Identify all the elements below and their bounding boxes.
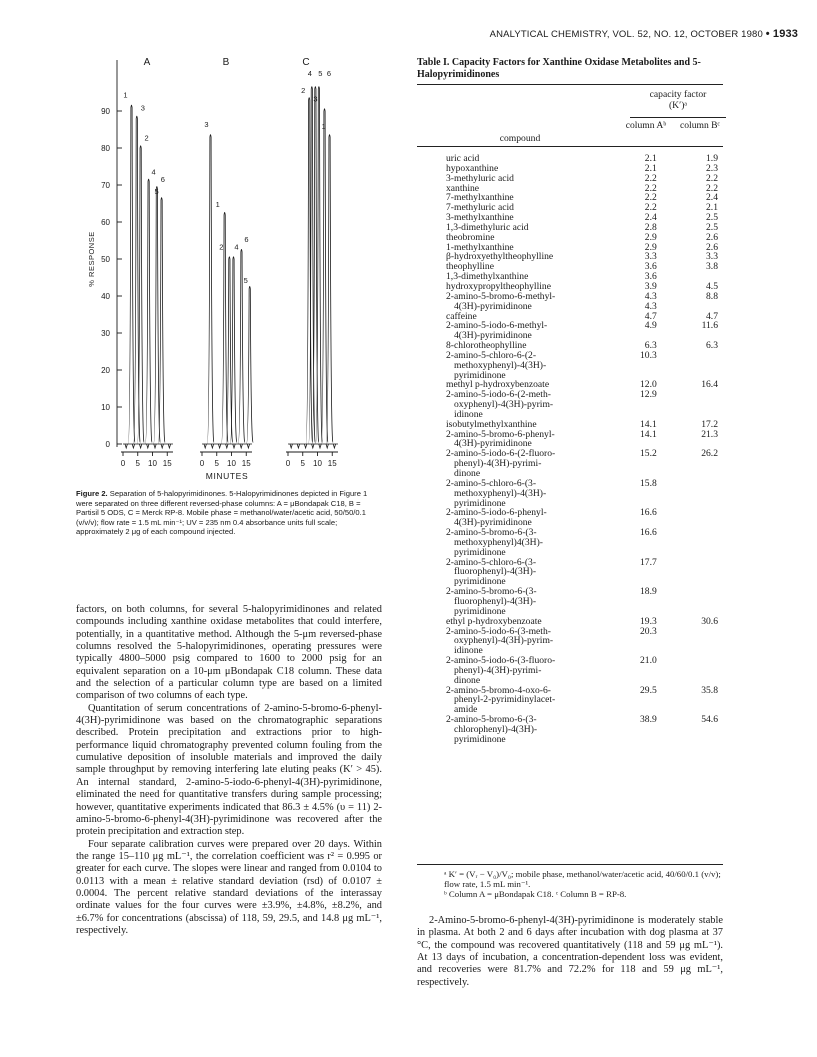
compound-line: fluorophenyl)-4(3H)- [454, 595, 537, 607]
column-b-value [675, 656, 724, 686]
y-tick-label: 30 [101, 329, 110, 338]
column-a-value: 21.0 [640, 655, 657, 667]
baseline-dip [168, 444, 170, 448]
compound-name [446, 686, 604, 716]
peak-label: 4 [151, 167, 156, 177]
compound-line: fluorophenyl)-4(3H)- [454, 566, 537, 578]
baseline-dip [161, 444, 163, 448]
column-a-value: 3.3 [644, 251, 657, 263]
column-a-value: 2.8 [644, 221, 657, 233]
compound-line: chlorophenyl)-4(3H)- [454, 723, 538, 735]
chromatogram-peak [207, 135, 214, 444]
column-a-value: 20.3 [640, 625, 657, 637]
chromatogram-peak [158, 198, 165, 444]
compound-line: phenyl-2-pyrimidinylacet- [454, 694, 556, 706]
x-axis-label: MINUTES [205, 471, 249, 481]
baseline-dip [304, 444, 306, 448]
column-b-value: 21.3 [701, 428, 718, 440]
column-b-value: 2.4 [706, 192, 718, 204]
peak-label: 6 [244, 234, 249, 244]
table-row [446, 558, 724, 588]
compound-line: methoxyphenyl)-4(3H)- [454, 487, 547, 499]
table-title: Table I. Capacity Factors for Xanthine Oxidase Metabolites and 5-Halopyrimidinones [417, 57, 701, 80]
compound-line: 3-methyluric acid [446, 172, 514, 184]
compound-line: 1,3-dimethyluric acid [446, 221, 529, 233]
compound-line: 8-chlorotheophylline [446, 340, 527, 352]
panel-label: B [222, 57, 230, 68]
column-a-value: 14.1 [640, 418, 657, 430]
column-a-value: 19.3 [640, 615, 657, 627]
column-b-value: 35.8 [701, 684, 718, 696]
compound-line: methyl p-hydroxybenzoate [446, 379, 550, 391]
compound-name [446, 627, 604, 657]
column-b-value: 2.6 [706, 231, 718, 243]
y-tick-label: 20 [101, 366, 110, 375]
baseline-dip [297, 444, 299, 448]
footnote-bc: ᵇ Column A = μBondapak C18. ᶜ Column B = RP-8. [444, 889, 627, 899]
y-tick-label: 0 [105, 440, 110, 449]
column-a-value: 2.9 [644, 241, 657, 253]
baseline-dip [147, 444, 149, 448]
peak-label: 1 [123, 90, 128, 100]
column-b-value: 26.2 [701, 448, 718, 460]
compound-name [446, 479, 604, 509]
compound-name [446, 321, 604, 341]
column-b-value: 2.5 [706, 212, 718, 224]
baseline-dip [204, 444, 206, 448]
right-body-text [417, 915, 723, 989]
table-row [446, 686, 724, 716]
chromatogram-peak [306, 98, 313, 444]
column-b-value [675, 479, 724, 509]
baseline-dip [218, 444, 220, 448]
chromatogram-figure [80, 50, 380, 481]
y-axis-label: % RESPONSE [87, 231, 96, 287]
x-tick-label: 15 [162, 459, 172, 468]
peak-label: 1 [321, 122, 326, 132]
baseline-dip [319, 444, 321, 448]
column-a-value: 15.2 [640, 448, 657, 460]
compound-line: dinone [454, 674, 481, 686]
compound-line: 7-methyluric acid [446, 202, 514, 214]
baseline-dip [132, 444, 134, 448]
column-a-value: 15.8 [640, 477, 657, 489]
column-a-value: 2.2 [644, 172, 657, 184]
column-b-value: 2.3 [706, 162, 718, 174]
column-a-value: 14.1 [640, 428, 657, 440]
compound-line: 3-methylxanthine [446, 212, 514, 224]
compound-line: 2-amino-5-bromo-6-(3- [446, 586, 537, 598]
compound-name [446, 351, 604, 381]
chromatogram-peak [145, 179, 152, 444]
compound-line: 2-amino-5-bromo-6-phenyl- [446, 428, 555, 440]
chromatogram-peak [247, 286, 254, 444]
compound-line: idinone [454, 645, 483, 657]
compound-name [446, 656, 604, 686]
table-row [446, 321, 724, 341]
column-b-value: 3.3 [706, 251, 718, 263]
paragraph: Quantitation of serum concentrations of 2-amino-5-bromo-6-phenyl-4(3H)-pyrimidinone was based on the chromatographic separations described. Protein precipitation and extractions prior to high-performance liquid chromatography prevented column fouling from the cumulative deposition of insoluble materials and improved the daily sample throughput by removing interfering late eluting peaks (K′ > 45). An internal standard, 2-amino-5-iodo-6-phenyl-4(3H)-pyrimidinone, eliminated the need for quantitative transfers during sample processing; however, quantitative experiments indicated that 86.3 ± 4.5% (υ = 11) 2-amino-5-bromo-6-phenyl-4(3H)-pyrimidinone was recovered after the protein precipitation and extraction step. [76, 702, 382, 838]
paragraph: 2-Amino-5-bromo-6-phenyl-4(3H)-pyrimidinone is moderately stable in plasma. At both 2 and 6 days after incubation with dog plasma at 37 °C, the compound was recovered quantitatively (118 and 59 μg mL⁻¹). At 13 days of incubation, a concentration-dependent loss was evident, and recoveries were 81.7% and 72.2% for 118 and 59 μg mL⁻¹, respectively. [417, 915, 723, 988]
compound-line: methoxyphenyl)-4(3H)- [454, 359, 547, 371]
panel-label: A [143, 57, 151, 68]
table-row [446, 292, 724, 312]
x-tick-label: 0 [199, 459, 205, 468]
column-a-value: 10.3 [640, 349, 657, 361]
column-b-value [675, 390, 724, 420]
column-b-value [675, 508, 724, 528]
column-a-header: column Aᵇ [625, 120, 667, 131]
x-tick-label: 10 [148, 459, 157, 468]
peak-label: 5 [154, 187, 159, 197]
compound-line: 2-amino-5-iodo-6-(2-meth- [446, 389, 551, 401]
column-a-value: 2.2 [644, 202, 657, 214]
y-tick-label: 50 [101, 255, 110, 264]
table-row [446, 351, 724, 381]
table-row [446, 656, 724, 686]
compound-line: 4(3H)-pyrimidinone [454, 438, 532, 450]
baseline-dip [326, 444, 328, 448]
column-b-value: 4.5 [706, 280, 718, 292]
compound-line: pyrimidinone [454, 369, 506, 381]
bullet: • [765, 28, 770, 40]
baseline-dip [240, 444, 242, 448]
peak-label: 2 [301, 86, 306, 96]
compound-line: 2-amino-5-bromo-6-(3- [446, 527, 537, 539]
compound-name [446, 558, 604, 588]
column-a-value: 12.0 [640, 379, 657, 391]
compound-line: oxyphenyl)-4(3H)-pyrim- [454, 635, 554, 647]
baseline-dip [333, 444, 335, 448]
column-b-value: 2.5 [706, 221, 718, 233]
compound-line: ethyl p-hydroxybenzoate [446, 615, 542, 627]
compound-line: 2-amino-5-chloro-6-(3- [446, 477, 537, 489]
column-a-value: 18.9 [640, 586, 657, 598]
chromatogram-peak [134, 116, 141, 444]
column-b-value: 2.6 [706, 241, 718, 253]
compound-line: 2-amino-5-iodo-6-phenyl- [446, 507, 547, 519]
peak-label: 4 [307, 69, 312, 79]
column-b-value: 2.1 [706, 202, 718, 214]
column-b-value [675, 627, 724, 657]
column-b-value: 2.2 [706, 172, 718, 184]
y-tick-label: 70 [101, 181, 110, 190]
baseline-dip [233, 444, 235, 448]
column-a-value: 29.5 [640, 684, 657, 696]
column-b-value [675, 351, 724, 381]
column-b-value [675, 528, 724, 558]
panel-label: C [302, 57, 310, 68]
column-a-value: 3.6 [644, 271, 657, 283]
column-b-value: 1.9 [706, 153, 718, 164]
baseline-dip [154, 444, 156, 448]
chromatogram-peak [326, 135, 333, 444]
compound-name [446, 508, 604, 528]
compound-line: 4(3H)-pyrimidinone [454, 517, 532, 529]
compound-line: dinone [454, 468, 481, 479]
baseline-dip [247, 444, 249, 448]
column-b-value: 8.8 [706, 290, 718, 302]
peak-label: 2 [219, 242, 224, 252]
column-a-value: 4.9 [644, 320, 657, 332]
column-a-value: 3.9 [644, 280, 657, 292]
compound-line: 4(3H)-pyrimidinone [454, 330, 532, 342]
compound-name [446, 528, 604, 558]
compound-line: 2-amino-5-chloro-6-(2- [446, 349, 537, 361]
column-b-value: 3.8 [706, 261, 718, 273]
compound-line: caffeine [446, 310, 477, 322]
figure-caption-text: Separation of 5-halopyrimidinones. 5-Halopyrimidinones depicted in Figure 1 were separated on three different reversed-phase columns: A = μBondapak C18, B = Partisil 5 ODS, C = Merck RP-8. Mobile phase = methanol/water/acetic acid, 50/50/0.1 (v/v/v); flow rate = 1.5 mL min⁻¹; UV = 235 nm 0.4 absorbance units full scale; approximately 2 μg of each compound injected. [76, 489, 368, 537]
compound-line: 2-amino-5-bromo-6-(3- [446, 714, 537, 726]
baseline-dip [290, 444, 292, 448]
column-a-value: 3.6 [644, 261, 657, 273]
compound-name [446, 430, 604, 450]
x-tick-label: 0 [285, 459, 291, 468]
journal-citation: ANALYTICAL CHEMISTRY, VOL. 52, NO. 12, OCTOBER 1980 [489, 29, 763, 40]
y-tick-label: 80 [101, 144, 110, 153]
y-tick-label: 90 [101, 107, 110, 116]
compound-line: 2-amino-5-iodo-6-methyl- [446, 320, 548, 332]
table-row [446, 390, 724, 420]
table-row [446, 430, 724, 450]
column-a-value: 12.9 [640, 389, 657, 401]
left-body-text [76, 604, 382, 937]
figure-label: Figure 2. [76, 489, 108, 498]
table-row [446, 174, 724, 184]
compound-line: 2-amino-5-bromo-4-oxo-6- [446, 684, 551, 696]
compound-line: xanthine [446, 182, 480, 194]
chromatogram-peak [154, 187, 161, 445]
x-tick-label: 10 [313, 459, 322, 468]
table-rule-span [630, 117, 726, 118]
table-rule-header [417, 146, 723, 147]
baseline-dip [211, 444, 213, 448]
column-a-value: 2.1 [644, 162, 657, 174]
capacity-factor-table [446, 154, 724, 745]
compound-name [446, 715, 604, 745]
y-tick-label: 60 [101, 218, 110, 227]
compound-line: phenyl)-4(3H)-pyrimi- [454, 458, 542, 470]
compound-line: pyrimidinone [454, 733, 506, 745]
compound-line: theobromine [446, 231, 495, 243]
peak-label: 2 [144, 133, 149, 143]
column-a-value: 38.9 [640, 714, 657, 726]
column-a-value: 2.1 [644, 153, 657, 164]
column-a-value: 16.6 [640, 507, 657, 519]
compound-line: hydroxypropyltheophylline [446, 280, 551, 292]
peak-label: 6 [326, 69, 331, 79]
compound-line: oxyphenyl)-4(3H)-pyrim- [454, 399, 554, 411]
compound-name [446, 292, 604, 312]
compound-line: idinone [454, 408, 483, 420]
baseline-dip [226, 444, 228, 448]
chromatogram-peak [137, 146, 144, 444]
page-number: 1933 [772, 28, 798, 40]
x-tick-label: 0 [120, 459, 126, 468]
compound-name [446, 390, 604, 420]
compound-line: hypoxanthine [446, 162, 499, 174]
column-b-value [675, 558, 724, 588]
compound-name [446, 449, 604, 479]
peak-label: 3 [313, 94, 318, 104]
column-b-value [675, 587, 724, 617]
table-row [446, 508, 724, 528]
compound-line: pyrimidinone [454, 576, 506, 588]
capacity-header-text: capacity factor [649, 89, 707, 100]
column-a-value: 2.9 [644, 231, 657, 243]
compound-line: 7-methylxanthine [446, 192, 514, 204]
column-a-value: 4.3 4.3 [644, 290, 657, 312]
peak-label: 5 [318, 69, 323, 79]
column-b-value: 11.6 [701, 320, 718, 332]
peak-label: 3 [204, 120, 209, 130]
y-tick-label: 10 [101, 403, 110, 412]
compound-line: theophylline [446, 261, 494, 273]
column-a-value: 4.7 [644, 310, 657, 322]
compound-line: 1,3-dimethylxanthine [446, 271, 529, 283]
x-tick-label: 5 [214, 459, 219, 468]
compound-name [446, 587, 604, 617]
baseline-dip [139, 444, 141, 448]
table-row [446, 449, 724, 479]
chromatogram-peak [321, 109, 328, 444]
compound-line: 2-amino-5-chloro-6-(3- [446, 556, 537, 568]
compound-header: compound [499, 133, 541, 144]
compound-line: 2-amino-5-iodo-6-(3-meth- [446, 625, 551, 637]
table-row [446, 528, 724, 558]
table-rule-bottom [417, 864, 723, 865]
table-footnotes [444, 869, 729, 899]
peak-label: 6 [160, 175, 165, 184]
column-a-value: 16.6 [640, 527, 657, 539]
compound-line: 2-amino-5-iodo-6-(2-fluoro- [446, 448, 556, 460]
column-a-value: 17.7 [640, 556, 657, 568]
table-row [446, 479, 724, 509]
y-tick-label: 40 [101, 292, 110, 301]
compound-line: 1-methylxanthine [446, 241, 514, 253]
column-a-value: 6.3 [644, 340, 657, 352]
peak-label: 5 [243, 275, 248, 285]
compound-line: pyrimidinone [454, 497, 506, 509]
paragraph: Four separate calibration curves were prepared over 20 days. Within the range 15–110 μg mL⁻¹, the correlation coefficient was r² = 0.995 or greater for each curve. The slopes were linear and ranged from 0.0104 to 0.0113 with a mean ± relative standard deviation (rsd) of 0.0107 ± 0.0004. The percent relative standard deviations of the interassay ordinate values for the four curves were ±3.9%, ±4.8%, ±8.2%, and ±6.7% for concentrations (abscissa) of 118, 59, 29.5, and 14.8 μg mL⁻¹, respectively. [76, 838, 382, 936]
peak-label: 4 [234, 242, 239, 252]
column-b-value: 54.6 [701, 714, 718, 726]
table-row [446, 627, 724, 657]
compound-line: methoxyphenyl)4(3H)- [454, 536, 543, 548]
peak-label: 3 [140, 103, 145, 113]
figure-caption [76, 489, 382, 537]
paragraph: factors, on both columns, for several 5-halopyrimidinones and related compounds including xanthine oxidase metabolites that could interfere, potentially, in a quantitative method. Although the 5-μm reversed-phase columns resolved the 5-halopyrimidinones, operating pressures were typically 4800–5000 psig compared to 1600 to 2000 psig for an equivalent separation on a 10-μm μBondapak C18 column. These data and the selection of a particular column type are based on a limited comparison of two columns of each type. [76, 604, 382, 702]
footnote-a: ᵃ K′ = (Vᵣ − V₀)/V₀; mobile phase, methanol/water/acetic acid, 40/60/0.1 (v/v); flow rate, 1.5 mL min⁻¹. [444, 869, 721, 889]
baseline-dip [125, 444, 127, 448]
compound-line: 2-amino-5-iodo-6-(3-fluoro- [446, 655, 556, 667]
x-tick-label: 5 [135, 459, 140, 468]
column-b-header: column Bᶜ [679, 120, 721, 131]
column-b-value: 17.2 [701, 418, 718, 430]
column-b-value: 2.2 [706, 182, 718, 194]
compound-line: β-hydroxyethyltheophylline [446, 251, 554, 263]
baseline-dip [312, 444, 314, 448]
column-b-value: 4.7 [706, 310, 718, 322]
capacity-header-sub: (K′)ᵃ [668, 99, 688, 111]
running-header [0, 28, 798, 40]
capacity-factor-header [628, 90, 728, 111]
compound-line: pyrimidinone [454, 546, 506, 558]
x-tick-label: 10 [227, 459, 236, 468]
column-b-value: 6.3 [706, 340, 718, 352]
compound-line: 2-amino-5-bromo-6-methyl- [446, 290, 556, 302]
x-tick-label: 15 [327, 459, 337, 468]
compound-line: amide [454, 704, 478, 716]
table-row [446, 587, 724, 617]
chromatogram-peak [128, 105, 135, 444]
table-row [446, 715, 724, 745]
compound-line: 4(3H)-pyrimidinone [454, 300, 532, 312]
column-a-value: 2.2 [644, 192, 657, 204]
table-rule-top [417, 84, 723, 85]
x-tick-label: 5 [300, 459, 305, 468]
compound-line: isobutylmethylxanthine [446, 418, 537, 430]
column-b-value: 16.4 [701, 379, 718, 391]
compound-line: phenyl)-4(3H)-pyrimi- [454, 664, 542, 676]
compound-line: pyrimidinone [454, 605, 506, 617]
column-a-value: 2.2 [644, 182, 657, 194]
compound-line: uric acid [446, 153, 480, 164]
peak-label: 1 [215, 199, 220, 209]
column-b-value: 30.6 [701, 615, 718, 627]
x-tick-label: 15 [241, 459, 251, 468]
column-a-value: 2.4 [644, 212, 657, 224]
